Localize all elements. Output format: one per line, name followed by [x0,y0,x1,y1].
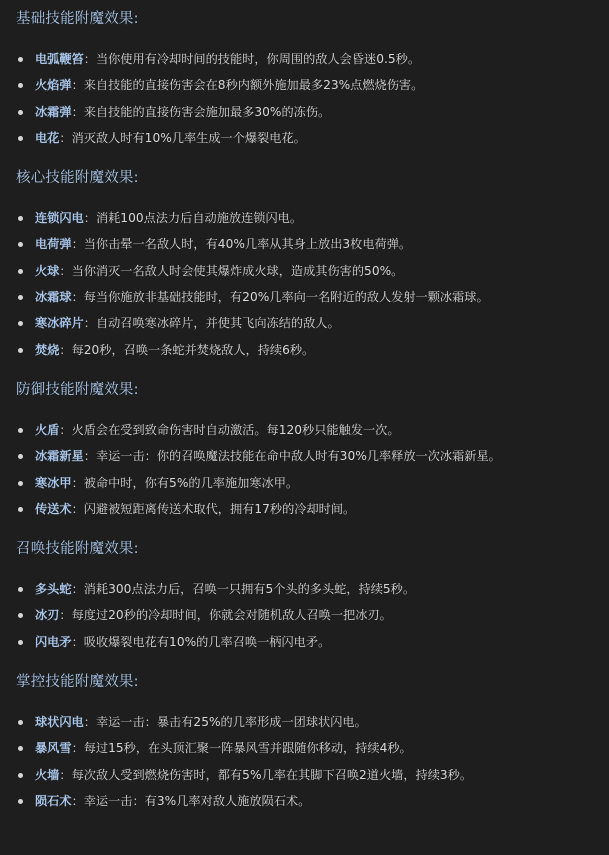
separator: ： [83,316,96,331]
section-spacer [0,364,609,378]
effect-description: 幸运一击：你的召唤魔法技能在命中敌人时有30%几率释放一次冰霜新星。 [95,449,501,464]
list-item [0,789,609,815]
bullet-icon [18,321,23,326]
separator: ： [83,52,96,66]
skill-name: 火球 [35,263,60,278]
skill-name: 电花 [35,130,60,145]
bullet-icon [18,773,23,778]
list-item [0,497,609,523]
separator: ： [71,237,84,252]
skill-name: 电弧鞭笞 [35,52,84,66]
section-defensive-skills [0,378,609,523]
skill-name: 冰霜弹 [35,104,72,119]
skill-name: 暴风雪 [35,741,72,756]
skill-name: 电荷弹 [35,237,72,252]
separator: ： [71,793,84,808]
list-item [0,232,609,258]
separator: ： [83,715,96,730]
bullet-icon [18,216,23,221]
skill-name: 冰刃 [35,608,60,623]
section-title: 掌控技能附魔效果: [16,674,139,691]
list-item [0,736,609,762]
skill-name: 焚烧 [35,342,60,357]
separator: ： [83,211,96,226]
separator: ： [71,634,84,649]
list-item [0,577,609,603]
bullet-icon [18,136,23,141]
bullet-icon [18,269,23,274]
bullet-icon [18,348,23,353]
skill-name: 传送术 [35,501,72,516]
skill-name: 球状闪电 [35,715,84,730]
section-spacer [0,152,609,166]
separator: ： [71,290,84,305]
effect-description: 每过15秒，在头顶汇聚一阵暴风雪并跟随你移动，持续4秒。 [83,741,412,756]
bullet-icon [18,613,23,618]
list-item [0,259,609,285]
effect-description: 幸运一击：有3%几率对敌人施放陨石术。 [83,793,311,808]
effect-description: 每当你施放非基础技能时，有20%几率向一名附近的敌人发射一颗冰霜球。 [83,290,489,305]
bullet-icon [18,587,23,592]
list-item [0,444,609,470]
separator: ： [71,104,84,119]
skill-name: 闪电矛 [35,634,72,649]
separator: ： [59,263,72,278]
separator: ： [71,582,84,597]
skill-name: 火焰弹 [35,78,72,93]
section-basic-skills [0,7,609,152]
skill-name: 冰霜球 [35,290,72,305]
separator: ： [59,608,72,623]
section-title: 召唤技能附魔效果: [16,541,139,558]
separator: ： [59,767,72,782]
bullet-icon [18,295,23,300]
effect-list [0,710,609,815]
effect-description: 吸收爆裂电花有10%的几率召唤一柄闪电矛。 [83,634,331,649]
effect-list [0,418,609,523]
list-item [0,285,609,311]
separator: ： [71,78,84,93]
skill-name: 连锁闪电 [35,211,84,226]
list-item [0,710,609,736]
section-title: 基础技能附魔效果: [16,11,139,27]
separator: ： [71,741,84,756]
skill-name: 寒冰甲 [35,475,72,490]
bullet-icon [18,799,23,804]
skill-name: 寒冰碎片 [35,316,84,331]
list-item [0,100,609,126]
effect-description: 消灭敌人时有10%几率生成一个爆裂电花。 [71,130,306,145]
list-item [0,311,609,337]
effect-description: 来自技能的直接伤害会在8秒内额外施加最多23%点燃烧伤害。 [83,78,424,93]
list-item [0,338,609,364]
effect-description: 火盾会在受到致命伤害时自动激活。每120秒只能触发一次。 [71,422,400,437]
effect-description: 当你击晕一名敌人时，有40%几率从其身上放出3枚电荷弹。 [83,237,412,252]
list-item [0,126,609,152]
list-item [0,73,609,99]
separator: ： [59,130,72,145]
effect-list [0,206,609,364]
section-spacer [0,523,609,537]
separator: ： [71,475,84,490]
effect-description: 幸运一击：暴击有25%的几率形成一团球状闪电。 [95,715,367,730]
section-spacer [0,656,609,670]
effect-description: 消耗100点法力后自动施放连锁闪电。 [95,211,303,226]
effect-description: 自动召唤寒冰碎片，并使其飞向冻结的敌人。 [95,316,340,331]
effect-list [0,577,609,656]
effect-description: 当你使用有冷却时间的技能时，你周围的敌人会昏迷0.5秒。 [95,52,421,66]
bullet-icon [18,481,23,486]
skill-name: 陨石术 [35,793,72,808]
effect-description: 来自技能的直接伤害会施加最多30%的冻伤。 [83,104,331,119]
section-core-skills [0,166,609,364]
effect-description: 每20秒，召唤一条蛇并焚烧敌人，持续6秒。 [71,342,315,357]
bullet-icon [18,57,23,62]
effect-description: 当你消灭一名敌人时会使其爆炸成火球，造成其伤害的50%。 [71,263,404,278]
separator: ： [59,422,72,437]
effect-description: 每度过20秒的冷却时间，你就会对随机敌人召唤一把冰刃。 [71,608,392,623]
list-item [0,763,609,789]
list-item [0,603,609,629]
section-mastery-skills [0,670,609,815]
list-item [0,418,609,444]
bullet-icon [18,242,23,247]
list-item [0,471,609,497]
section-title: 核心技能附魔效果: [16,170,139,187]
separator: ： [71,501,84,516]
effect-description: 闪避被短距离传送术取代，拥有17秒的冷却时间。 [83,501,356,516]
bullet-icon [18,110,23,115]
effect-description: 每次敌人受到燃烧伤害时，都有5%几率在其脚下召唤2道火墙，持续3秒。 [71,767,473,782]
section-summoning-skills [0,537,609,656]
bullet-icon [18,640,23,645]
bullet-icon [18,507,23,512]
bullet-icon [18,83,23,88]
bullet-icon [18,720,23,725]
separator: ： [83,449,96,464]
bullet-icon [18,746,23,751]
list-item [0,206,609,232]
effect-list [0,47,609,152]
list-item [0,47,609,73]
list-item [0,630,609,656]
skill-name: 火盾 [35,422,60,437]
bullet-icon [18,428,23,433]
skill-name: 冰霜新星 [35,449,84,464]
skill-name: 多头蛇 [35,582,72,597]
separator: ： [59,342,72,357]
effect-description: 被命中时，你有5%的几率施加寒冰甲。 [83,475,299,490]
effect-description: 消耗300点法力后，召唤一只拥有5个头的多头蛇，持续5秒。 [83,582,416,597]
bullet-icon [18,454,23,459]
section-title: 防御技能附魔效果: [16,381,139,398]
skill-name: 火墙 [35,767,60,782]
